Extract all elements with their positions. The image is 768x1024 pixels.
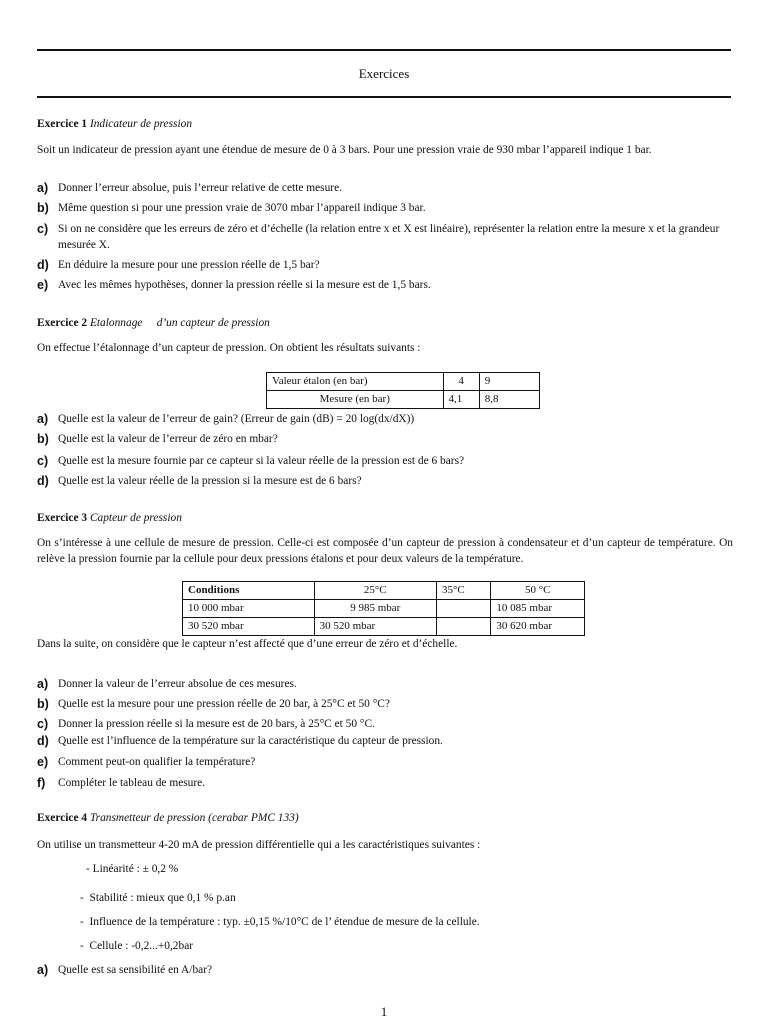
table-cell: 8,8 — [479, 391, 539, 409]
table-cell: 9 — [479, 373, 539, 391]
ex1-question: c) Si on ne considère que les erreurs de zéro et d’échelle (la relation entre x et X est linéaire), représenter la relation entre la mesure x et la grandeur mesurée X. — [37, 222, 720, 251]
ex1-intro: Soit un indicateur de pression ayant une étendue de mesure de 0 à 3 bars. Pour une pression vraie de 930 mbar l’appareil indique 1 bar. — [37, 144, 652, 156]
table-row — [183, 582, 585, 600]
table-cell: 25°C — [314, 582, 436, 600]
table-row — [183, 618, 585, 636]
table-cell — [436, 600, 490, 618]
page-title: Exercices — [358, 66, 410, 81]
table-cell: 9 985 mbar — [314, 600, 436, 618]
header-rule — [37, 96, 731, 98]
ex4-heading: Exercice 4 Transmetteur de pression (cerabar PMC 133) — [37, 812, 299, 824]
table-cell: 50 °C — [491, 582, 585, 600]
bullet-dash: - — [80, 940, 90, 952]
table-cell: 30 620 mbar — [491, 618, 585, 636]
table-row — [267, 391, 540, 409]
ex3-question: b) Quelle est la mesure pour une pression réelle de 20 bar, à 25°C et 50 °C? — [37, 697, 390, 711]
spec-item: - Cellule : -0,2...+0,2bar — [80, 940, 194, 952]
table-cell: Mesure (en bar) — [267, 391, 444, 409]
table-cell: 10 085 mbar — [491, 600, 585, 618]
table-cell — [436, 618, 490, 636]
spec-item: - Stabilité : mieux que 0,1 % p.an — [80, 892, 236, 904]
ex2-intro: On effectue l’étalonnage d’un capteur de pression. On obtient les résultats suivants : — [37, 342, 421, 354]
table-row — [267, 373, 540, 391]
ex4-question: a) Quelle est sa sensibilité en A/bar? — [37, 963, 213, 977]
table-cell: 4,1 — [443, 391, 479, 409]
table-cell: Conditions — [183, 582, 315, 600]
ex3-question: c) Donner la pression réelle si la mesure est de 20 bars, à 25°C et 50 °C. — [37, 717, 375, 731]
ex3-question: e) Comment peut-on qualifier la température? — [37, 755, 256, 769]
table-row — [183, 600, 585, 618]
ex1-question: a) Donner l’erreur absolue, puis l’erreur relative de cette mesure. — [37, 181, 342, 195]
spec-item: - Influence de la température : typ. ±0,15 %/10°C de l’ étendue de mesure de la cellule. — [80, 916, 480, 928]
ex3-intro: On s’intéresse à une cellule de mesure de pression. Celle-ci est composée d’un capteur de pression à condensateur et d’un capteur de température. On relève la pression fournie par la cellule pour deux pressions étalons et pour deux valeurs de la température. — [37, 537, 733, 565]
ex2-heading: Exercice 2 Etalonnage d’un capteur de pression — [37, 317, 270, 329]
ex2-question: d) Quelle est la valeur réelle de la pression si la mesure est de 6 bars? — [37, 474, 362, 488]
top-rule — [37, 49, 731, 51]
ex3-heading: Exercice 3 Capteur de pression — [37, 512, 182, 524]
table-cell: 30 520 mbar — [314, 618, 436, 636]
ex2-question: c) Quelle est la mesure fournie par ce capteur si la valeur réelle de la pression est de 6 bars? — [37, 454, 465, 468]
spec-item: - Linéarité : ± 0,2 % — [86, 863, 179, 875]
ex3-note: Dans la suite, on considère que le capteur n’est affecté que d’une erreur de zéro et d’échelle. — [37, 638, 458, 650]
ex2-question: a) Quelle est la valeur de l’erreur de gain? (Erreur de gain (dB) = 20 log(dx/dX)) — [37, 412, 415, 426]
ex3-question: d) Quelle est l’influence de la température sur la caractéristique du capteur de pression. — [37, 734, 443, 748]
table-cell: Valeur étalon (en bar) — [267, 373, 444, 391]
table-cell: 10 000 mbar — [183, 600, 315, 618]
page-number: 1 — [380, 1004, 388, 1019]
table-cell: 4 — [443, 373, 479, 391]
ex1-question: d) En déduire la mesure pour une pression réelle de 1,5 bar? — [37, 258, 320, 272]
ex3-question: f) Compléter le tableau de mesure. — [37, 776, 206, 790]
ex3-question: a) Donner la valeur de l’erreur absolue de ces mesures. — [37, 677, 297, 691]
table-cell: 30 520 mbar — [183, 618, 315, 636]
ex2-table — [266, 372, 540, 409]
ex1-question: b) Même question si pour une pression vraie de 3070 mbar l’appareil indique 3 bar. — [37, 201, 426, 215]
ex1-heading: Exercice 1 Indicateur de pression — [37, 118, 193, 130]
ex3-table — [182, 581, 585, 636]
ex2-question: b) Quelle est la valeur de l’erreur de zéro en mbar? — [37, 432, 278, 446]
bullet-dash: - — [80, 892, 90, 904]
ex4-intro: On utilise un transmetteur 4-20 mA de pression différentielle qui a les caractéristiques suivantes : — [37, 839, 481, 851]
table-cell: 35°C — [436, 582, 490, 600]
bullet-dash: - — [80, 916, 90, 928]
ex1-question: e) Avec les mêmes hypothèses, donner la pression réelle si la mesure est de 1,5 bars. — [37, 278, 431, 292]
